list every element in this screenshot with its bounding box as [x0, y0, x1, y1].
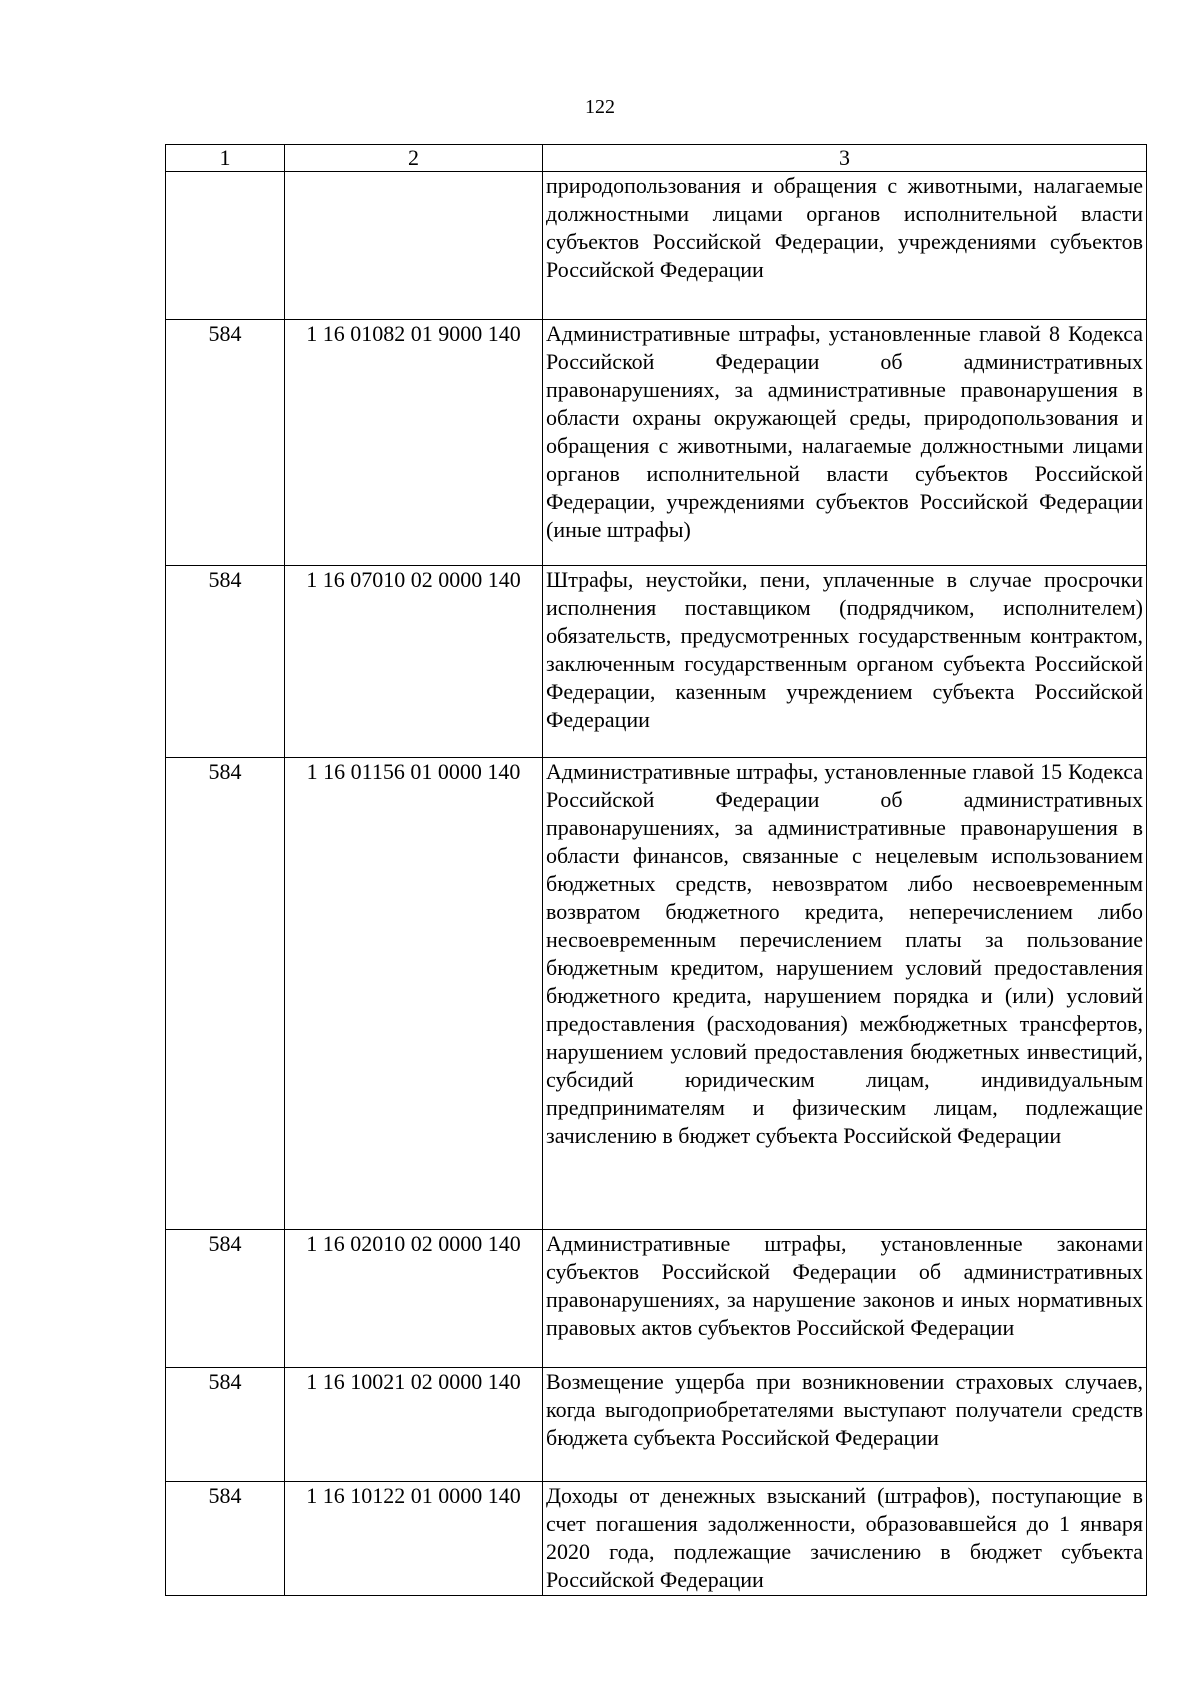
table-row	[166, 1230, 1147, 1368]
admin-code-cell: 584	[166, 1368, 285, 1482]
page-number: 122	[585, 96, 615, 118]
kbk-code-cell: 1 16 01082 01 9000 140	[285, 320, 543, 566]
description-cell: Доходы от денежных взысканий (штрафов), поступающие в счет погашения задолженности, образовавшейся до 1 января 2020 года, подлежащие зачислению в бюджет субъекта Российской Федерации	[543, 1482, 1147, 1596]
admin-code-cell	[166, 172, 285, 320]
description-cell: Возмещение ущерба при возникновении страховых случаев, когда выгодоприобретателями выступают получатели средств бюджета субъекта Российской Федерации	[543, 1368, 1147, 1482]
admin-code-cell: 584	[166, 758, 285, 1230]
table-row	[166, 566, 1147, 758]
admin-code-cell: 584	[166, 566, 285, 758]
kbk-code-cell: 1 16 02010 02 0000 140	[285, 1230, 543, 1368]
header-col-2: 2	[285, 145, 543, 172]
kbk-code-cell	[285, 172, 543, 320]
description-cell: Административные штрафы, установленные главой 8 Кодекса Российской Федерации об административных правонарушениях, за административные правонарушения в области охраны окружающей среды, природопользования и обращения с животными, налагаемые должностными лицами органов исполнительной власти субъектов Российской Федерации, учреждениями субъектов Российской Федерации (иные штрафы)	[543, 320, 1147, 566]
description-cell: природопользования и обращения с животными, налагаемые должностными лицами органов исполнительной власти субъектов Российской Федерации, учреждениями субъектов Российской Федерации	[543, 172, 1147, 320]
admin-code-cell: 584	[166, 320, 285, 566]
description-cell: Административные штрафы, установленные главой 15 Кодекса Российской Федерации об административных правонарушениях, за административные правонарушения в области финансов, связанные с нецелевым использованием бюджетных средств, невозвратом либо несвоевременным возвратом бюджетного кредита, неперечислением либо несвоевременным перечислением платы за пользование бюджетным кредитом, нарушением условий предоставления бюджетного кредита, нарушением порядка и (или) условий предоставления (расходования) межбюджетных трансфертов, нарушением условий предоставления бюджетных инвестиций, субсидий юридическим лицам, индивидуальным предпринимателям и физическим лицам, подлежащие зачислению в бюджет субъекта Российской Федерации	[543, 758, 1147, 1230]
kbk-code-cell: 1 16 10021 02 0000 140	[285, 1368, 543, 1482]
table-row	[166, 758, 1147, 1230]
description-cell: Штрафы, неустойки, пени, уплаченные в случае просрочки исполнения поставщиком (подрядчиком, исполнителем) обязательств, предусмотренных государственным контрактом, заключенным государственным органом субъекта Российской Федерации, казенным учреждением субъекта Российской Федерации	[543, 566, 1147, 758]
kbk-code-cell: 1 16 01156 01 0000 140	[285, 758, 543, 1230]
budget-revenue-table	[165, 144, 1147, 1596]
table-row	[166, 1482, 1147, 1596]
admin-code-cell: 584	[166, 1230, 285, 1368]
table-row	[166, 172, 1147, 320]
table-row	[166, 1368, 1147, 1482]
admin-code-cell: 584	[166, 1482, 285, 1596]
description-cell: Административные штрафы, установленные законами субъектов Российской Федерации об административных правонарушениях, за нарушение законов и иных нормативных правовых актов субъектов Российской Федерации	[543, 1230, 1147, 1368]
table-header-row	[166, 145, 1147, 172]
table-row	[166, 320, 1147, 566]
header-col-1: 1	[166, 145, 285, 172]
kbk-code-cell: 1 16 10122 01 0000 140	[285, 1482, 543, 1596]
kbk-code-cell: 1 16 07010 02 0000 140	[285, 566, 543, 758]
header-col-3: 3	[543, 145, 1147, 172]
